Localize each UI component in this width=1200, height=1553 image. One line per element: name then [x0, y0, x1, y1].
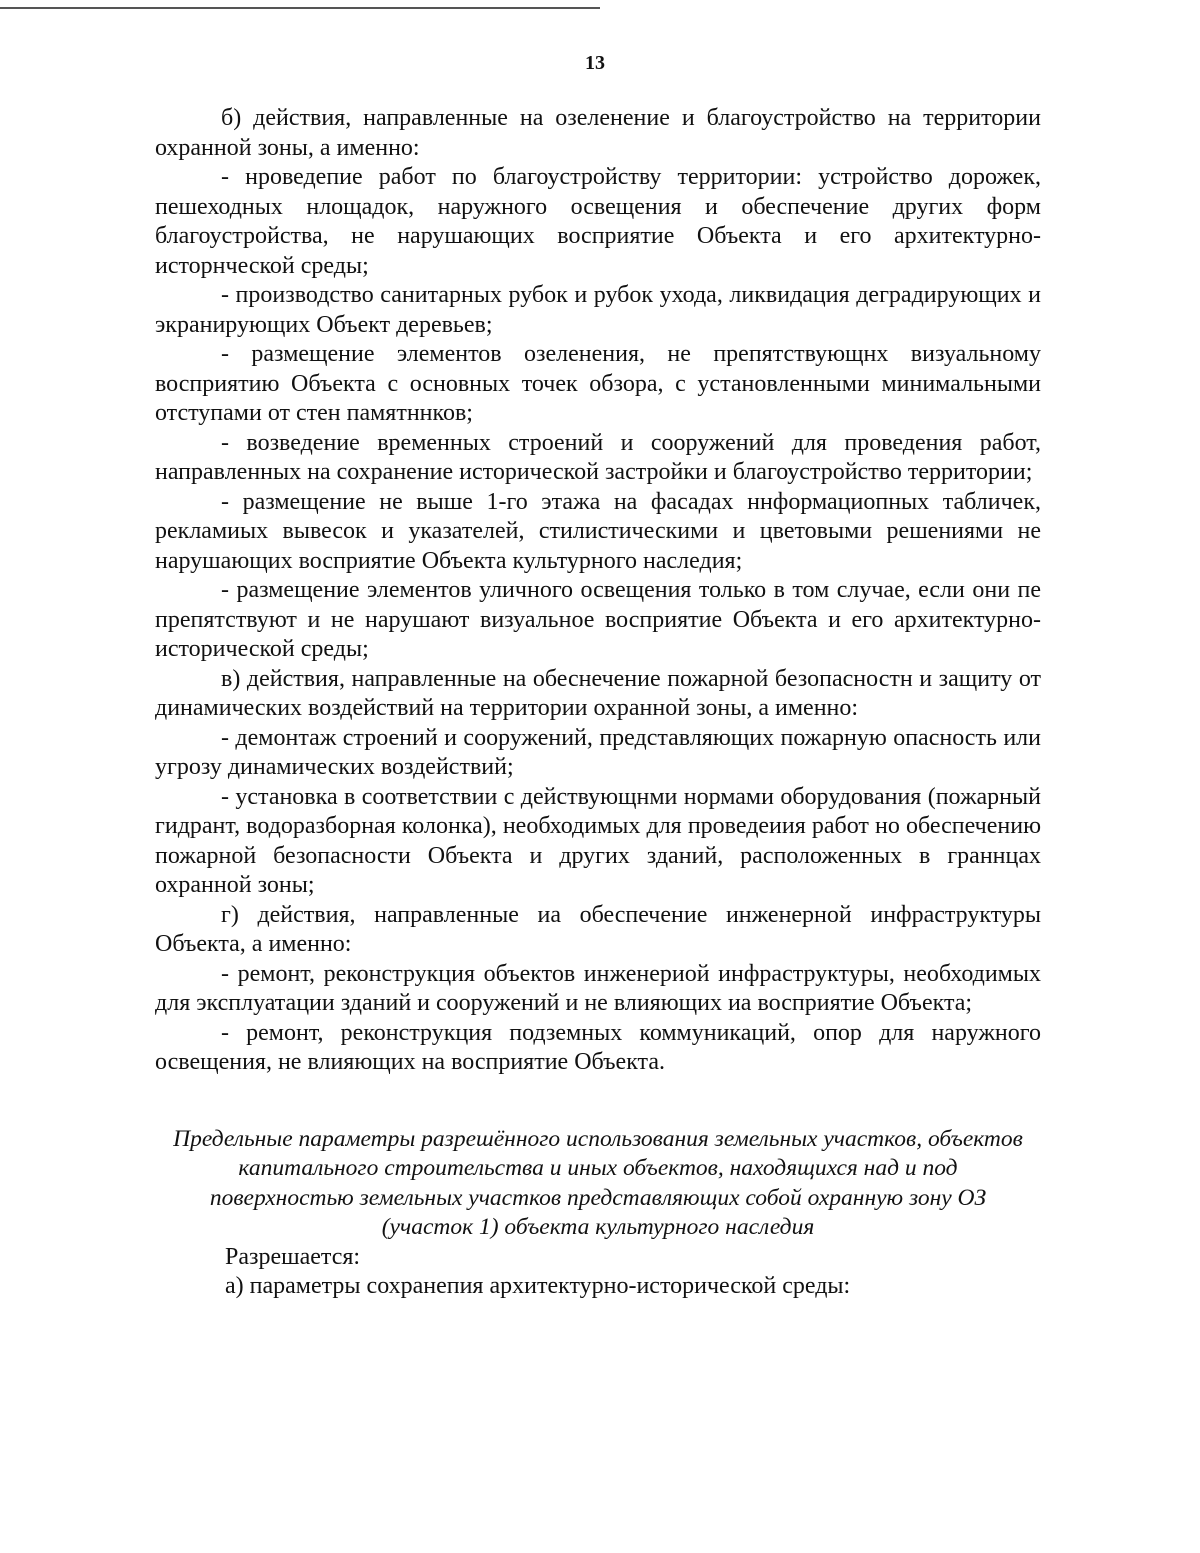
paragraph-g: г) действия, направленные иа обеспечение инженерной инфраструктуры Объекта, а именно:: [155, 901, 1041, 957]
list-item: - размещение элементов уличного освещения только в том случае, если они пе препятствуют и не нарушают визуальное восприятие Объекта и его архитектурно-исторической среды;: [155, 577, 1041, 662]
list-item: - возведение временных строений и сооружений для проведения работ, направленных на сохранение исторической застройки и благоустройство территории;: [155, 429, 1041, 485]
section-heading: Предельные параметры разрешённого использования земельных участков, объектов капитального строительства и иных объектов, находящихся над и под поверхностью земельных участков представляющих собой охранную зону ОЗ (участок 1) объекта культурного наследия: [173, 1125, 1023, 1240]
document-body: [155, 104, 1041, 1302]
list-item: - размещение не выше 1-го этажа на фасадах ннформациопных табличек, рекламиых вывесок и указателей, стилистическими и цветовыми решениями не нарушающих восприятие Объекта культурного наследия;: [155, 488, 1041, 574]
list-item: - нроведепие работ по благоустройству территории: устройство дорожек, пешеходных нлощадок, наружного освещения и обеспечение других форм благоустройства, не нарушающих восприятие Объекта и его архитектурно-исторнческой среды;: [155, 164, 1041, 279]
page-number: 13: [585, 52, 605, 74]
list-item: - демонтаж строений и сооружений, представляющих пожарную опасность или угрозу динамических воздействий;: [155, 724, 1041, 780]
list-item: - размещение элементов озеленения, не препятствующнх визуальному восприятию Объекта с основных точек обзора, с установленными минимальными отступами от стен памятннков;: [155, 341, 1041, 426]
paragraph-v: в) действия, направленные на обеснечение пожарной безопасностн и защиту от динамических воздействий на территории охранной зоны, а именно:: [155, 665, 1041, 721]
list-item: - ремонт, реконструкция объектов инженериой инфраструктуры, необходимых для эксплуатации зданий и сооружений и не влияющих иа восприятие Объекта;: [155, 960, 1041, 1016]
allowed-label: Разрешается:: [225, 1243, 361, 1270]
list-item: - установка в соответствии с действующнми нормами оборудования (пожарный гидрант, водоразборная колонка), необходимых для проведеиия работ но обеспечению пожарной безопасности Объекта и других зданий, расположенных в граннцах охранной зоны;: [155, 783, 1041, 898]
top-rule: [0, 7, 600, 9]
list-item: - производство санитарных рубок и рубок ухода, ликвидация деградирующих и экранирующих Объект деревьев;: [155, 282, 1041, 338]
paragraph-b: б) действия, направленные на озеленение и благоустройство на территории охранной зоны, а именно:: [155, 105, 1041, 161]
list-item: - ремонт, реконструкция подземных коммуникаций, опор для наружного освещения, не влияющих на восприятие Объекта.: [155, 1019, 1041, 1075]
paragraph-a: а) параметры сохранепия архитектурно-исторической среды:: [225, 1273, 851, 1299]
